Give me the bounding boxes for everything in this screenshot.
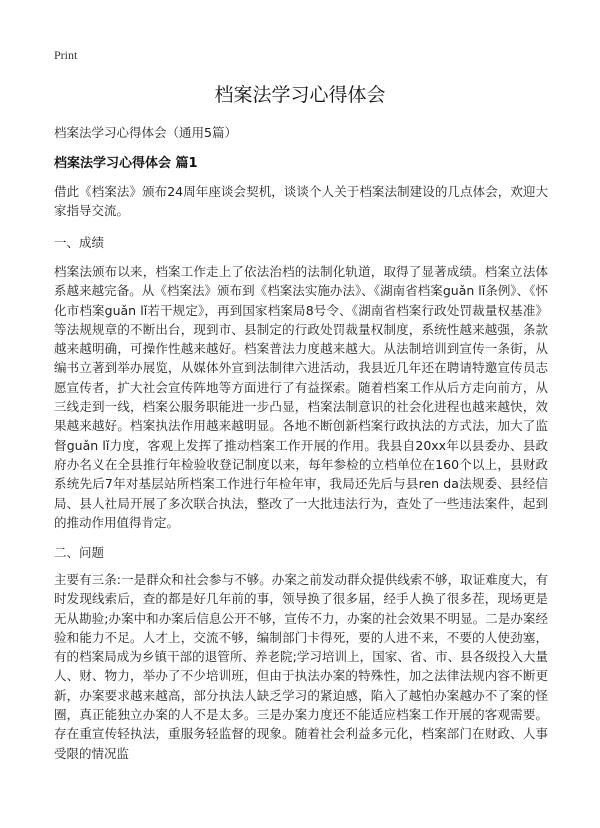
heading-achievements: 一、成绩	[54, 235, 105, 250]
heading-problems: 二、问题	[54, 545, 105, 560]
problems-paragraph: 主要有三条:一是群众和社会参与不够。办案之前发动群众提供线索不够，取证难度大，有时发现线索后，查的都是好几年前的事，领导换了很多届，经手人换了很多茬，现场更是无从勘验;办案中和办案后信息公开不够，宣传不力，办案的社会效果不明显。二是办案经验和能力不足。人才上，交流不够，编制部门卡得死，要的人进不来，不要的人使劲塞，有的档案局成为乡镇干部的退管所、养老院;学习培训上，国家、省、市、县各级投入大量人、财、物力，举办了不少培训班，但由于执法办案的特殊性，加之法律法规内容不断更新，办案要求越来越高，部分执法人缺乏学习的紧迫感，陷入了越怕办案越办不了案的怪圈，真正能独立办案的人不是太多。三是办案力度还不能适应档案工作开展的客观需要。存在重宣传轻执法，重服务轻监督的现象。随着社会利益多元化，档案部门在财政、人事受限的情况监	[54, 572, 548, 761]
page-title: 档案法学习心得体会	[214, 84, 386, 106]
print-link[interactable]: Print	[54, 48, 78, 62]
intro-paragraph: 借此《档案法》颁布24周年座谈会契机，谈谈个人关于档案法制建设的几点体会，欢迎大家指导交流。	[54, 184, 548, 219]
document-subtitle: 档案法学习心得体会（通用5篇）	[54, 125, 237, 140]
achievements-paragraph: 档案法颁布以来，档案工作走上了依法治档的法制化轨道，取得了显著成绩。档案立法体系越来越完备。从《档案法》颁布到《档案法实施办法》、《湖南省档案guǎn lǐ条例》、《怀化市档案guǎn lǐ若干规定》，再到国家档案局8号令、《湖南省档案行政处罚裁量权基准》等法规规章的不断出台，现到市、县制定的行政处罚裁量权制度，系统性越来越强，条款越来越明确，可操作性越来越好。档案普法力度越来越大。从法制培训到宣传一条街，从编书立著到举办展览，从媒体外宣到法制律六进活动，我县近几年还在聘请特邀宣传员志愿宣传者，扩大社会宣传阵地等方面进行了有益探索。随着档案工作从后方走向前方，从三线走到一线，档案公服务职能进一步凸显，档案法制意识的社会化进程也越来越快，效果越来越好。档案执法作用越来越明显。各地不断创新档案行政执法的方式法，加大了监督guǎn lǐ力度，客观上发挥了推动档案工作开展的作用。我县自20xx年以县委办、县政府办名义在全县推行年检验收登记制度以来，每年参检的立档单位在160个以上，县财政系统先后7年对基层站所档案工作进行年检年审，我局还先后与县ren da法规委、县经信局、县人社局开展了多次联合执法，整改了一大批违法行为，查处了一些违法案件，起到的推动作用值得肯定。	[54, 264, 548, 530]
section-title: 档案法学习心得体会 篇1	[54, 156, 198, 171]
